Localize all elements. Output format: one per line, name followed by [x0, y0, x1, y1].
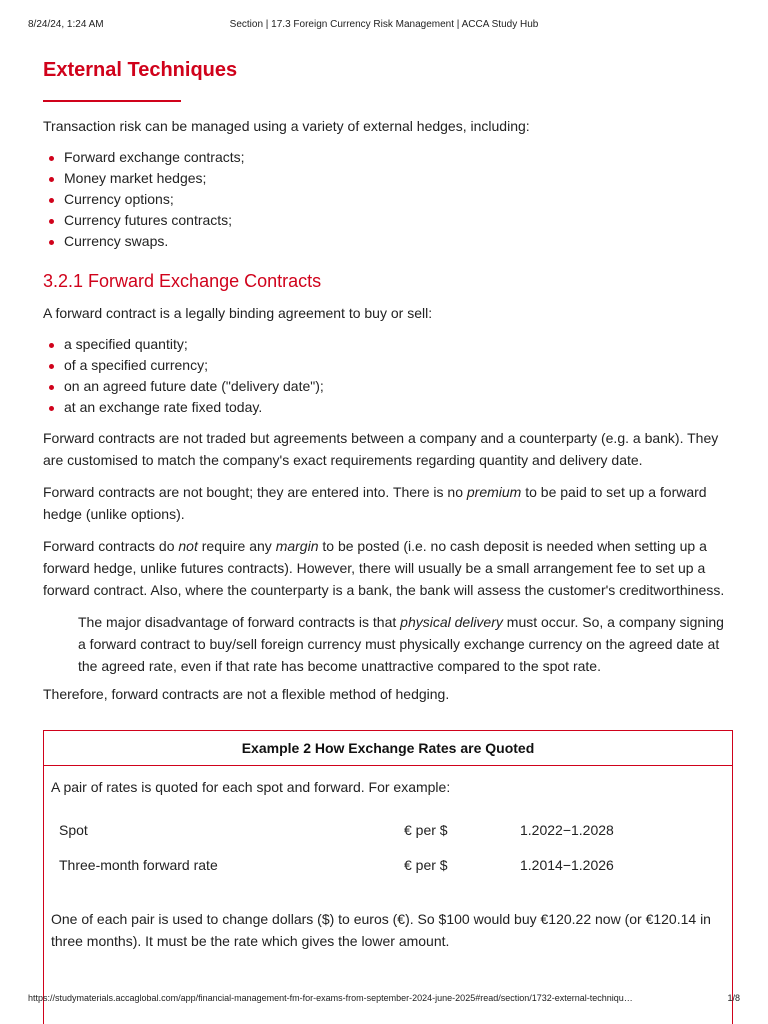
rate-label: Three-month forward rate: [59, 856, 218, 873]
text-run: Forward contracts do: [43, 538, 179, 554]
subsection-heading: 3.2.1 Forward Exchange Contracts: [43, 271, 322, 291]
example-title: Example 2 How Exchange Rates are Quoted: [44, 731, 732, 766]
paragraph-no-margin: [43, 535, 733, 601]
text-run: to be paid to set up a forward hedge (unlike options).: [43, 484, 707, 522]
hedges-list: [43, 147, 733, 252]
text-run: to be posted (i.e. no cash deposit is needed when setting up a forward hedge, unlike futures contracts). However, there will usually be a small arrangement fee to set up a forward contract. Also, where the counterparty is a bank, the bank will assess the customer's creditworthiness.: [43, 538, 725, 598]
list-item: of a specified currency;: [64, 355, 733, 376]
list-item: a specified quantity;: [64, 334, 733, 355]
list-item: Forward exchange contracts;: [64, 147, 733, 168]
emphasis: not: [178, 538, 198, 554]
text-run: The major disadvantage of forward contracts is that: [78, 614, 401, 630]
section-heading: External Techniques: [43, 59, 238, 81]
section-intro: Transaction risk can be managed using a variety of external hedges, including:: [43, 118, 530, 134]
example-explanation: One of each pair is used to change dollars ($) to euros (€). So $100 would buy €120.22 now (or €120.14 in three months). It must be the rate which gives the lower amount.: [51, 911, 711, 949]
example-intro: A pair of rates is quoted for each spot and forward. For example:: [51, 779, 451, 795]
text-run: Forward contracts are not bought; they are entered into. There is no: [43, 484, 467, 500]
rate-value: 1.2022−1.2028: [520, 821, 614, 838]
example-body: [44, 766, 732, 952]
text-run: require any: [197, 538, 276, 554]
rate-value: 1.2014−1.2026: [520, 856, 614, 873]
list-item: Currency options;: [64, 189, 733, 210]
paragraph-not-traded: Forward contracts are not traded but agreements between a company and a counterparty (e.g. a bank). They are customised to match the company's exact requirements regarding quantity and delivery date.: [43, 430, 719, 468]
heading-underline: [43, 100, 181, 102]
forward-contract-list: [43, 334, 733, 418]
disadvantage-note: [43, 611, 733, 677]
emphasis: margin: [275, 538, 319, 554]
rate-label: Spot: [59, 821, 88, 838]
list-item: Currency futures contracts;: [64, 210, 733, 231]
print-title: Section | 17.3 Foreign Currency Risk Management | ACCA Study Hub: [229, 19, 539, 30]
emphasis: physical delivery: [400, 614, 503, 630]
list-item: Currency swaps.: [64, 231, 733, 252]
page-number: 1/8: [727, 993, 740, 1003]
rate-unit: € per $: [404, 856, 448, 873]
table-row: [51, 847, 670, 882]
text-run: must occur. So, a company signing a forward contract to buy/sell foreign currency must physically exchange currency on the agreed date at the agreed rate, even if that rate has become unattractive compared to the spot rate.: [78, 614, 724, 674]
list-item: at an exchange rate fixed today.: [64, 397, 733, 418]
list-item: Money market hedges;: [64, 168, 733, 189]
page-url[interactable]: https://studymaterials.accaglobal.com/app/financial-management-fm-for-exams-from-september-2024-june-2025#read/section/1732-external-techniqu…: [28, 993, 633, 1003]
print-header: [28, 19, 740, 33]
print-footer: [28, 993, 740, 1007]
paragraph-conclusion: Therefore, forward contracts are not a flexible method of hedging.: [43, 686, 450, 702]
rate-unit: € per $: [404, 821, 448, 838]
print-date: 8/24/24, 1:24 AM: [28, 19, 104, 30]
emphasis: premium: [466, 484, 522, 500]
rates-table: [51, 812, 670, 882]
article-content: [43, 56, 733, 715]
example-box: [43, 730, 733, 1024]
table-row: [51, 812, 670, 847]
subsection-intro: A forward contract is a legally binding agreement to buy or sell:: [43, 305, 433, 321]
paragraph-no-premium: [43, 481, 733, 525]
list-item: on an agreed future date ("delivery date");: [64, 376, 733, 397]
